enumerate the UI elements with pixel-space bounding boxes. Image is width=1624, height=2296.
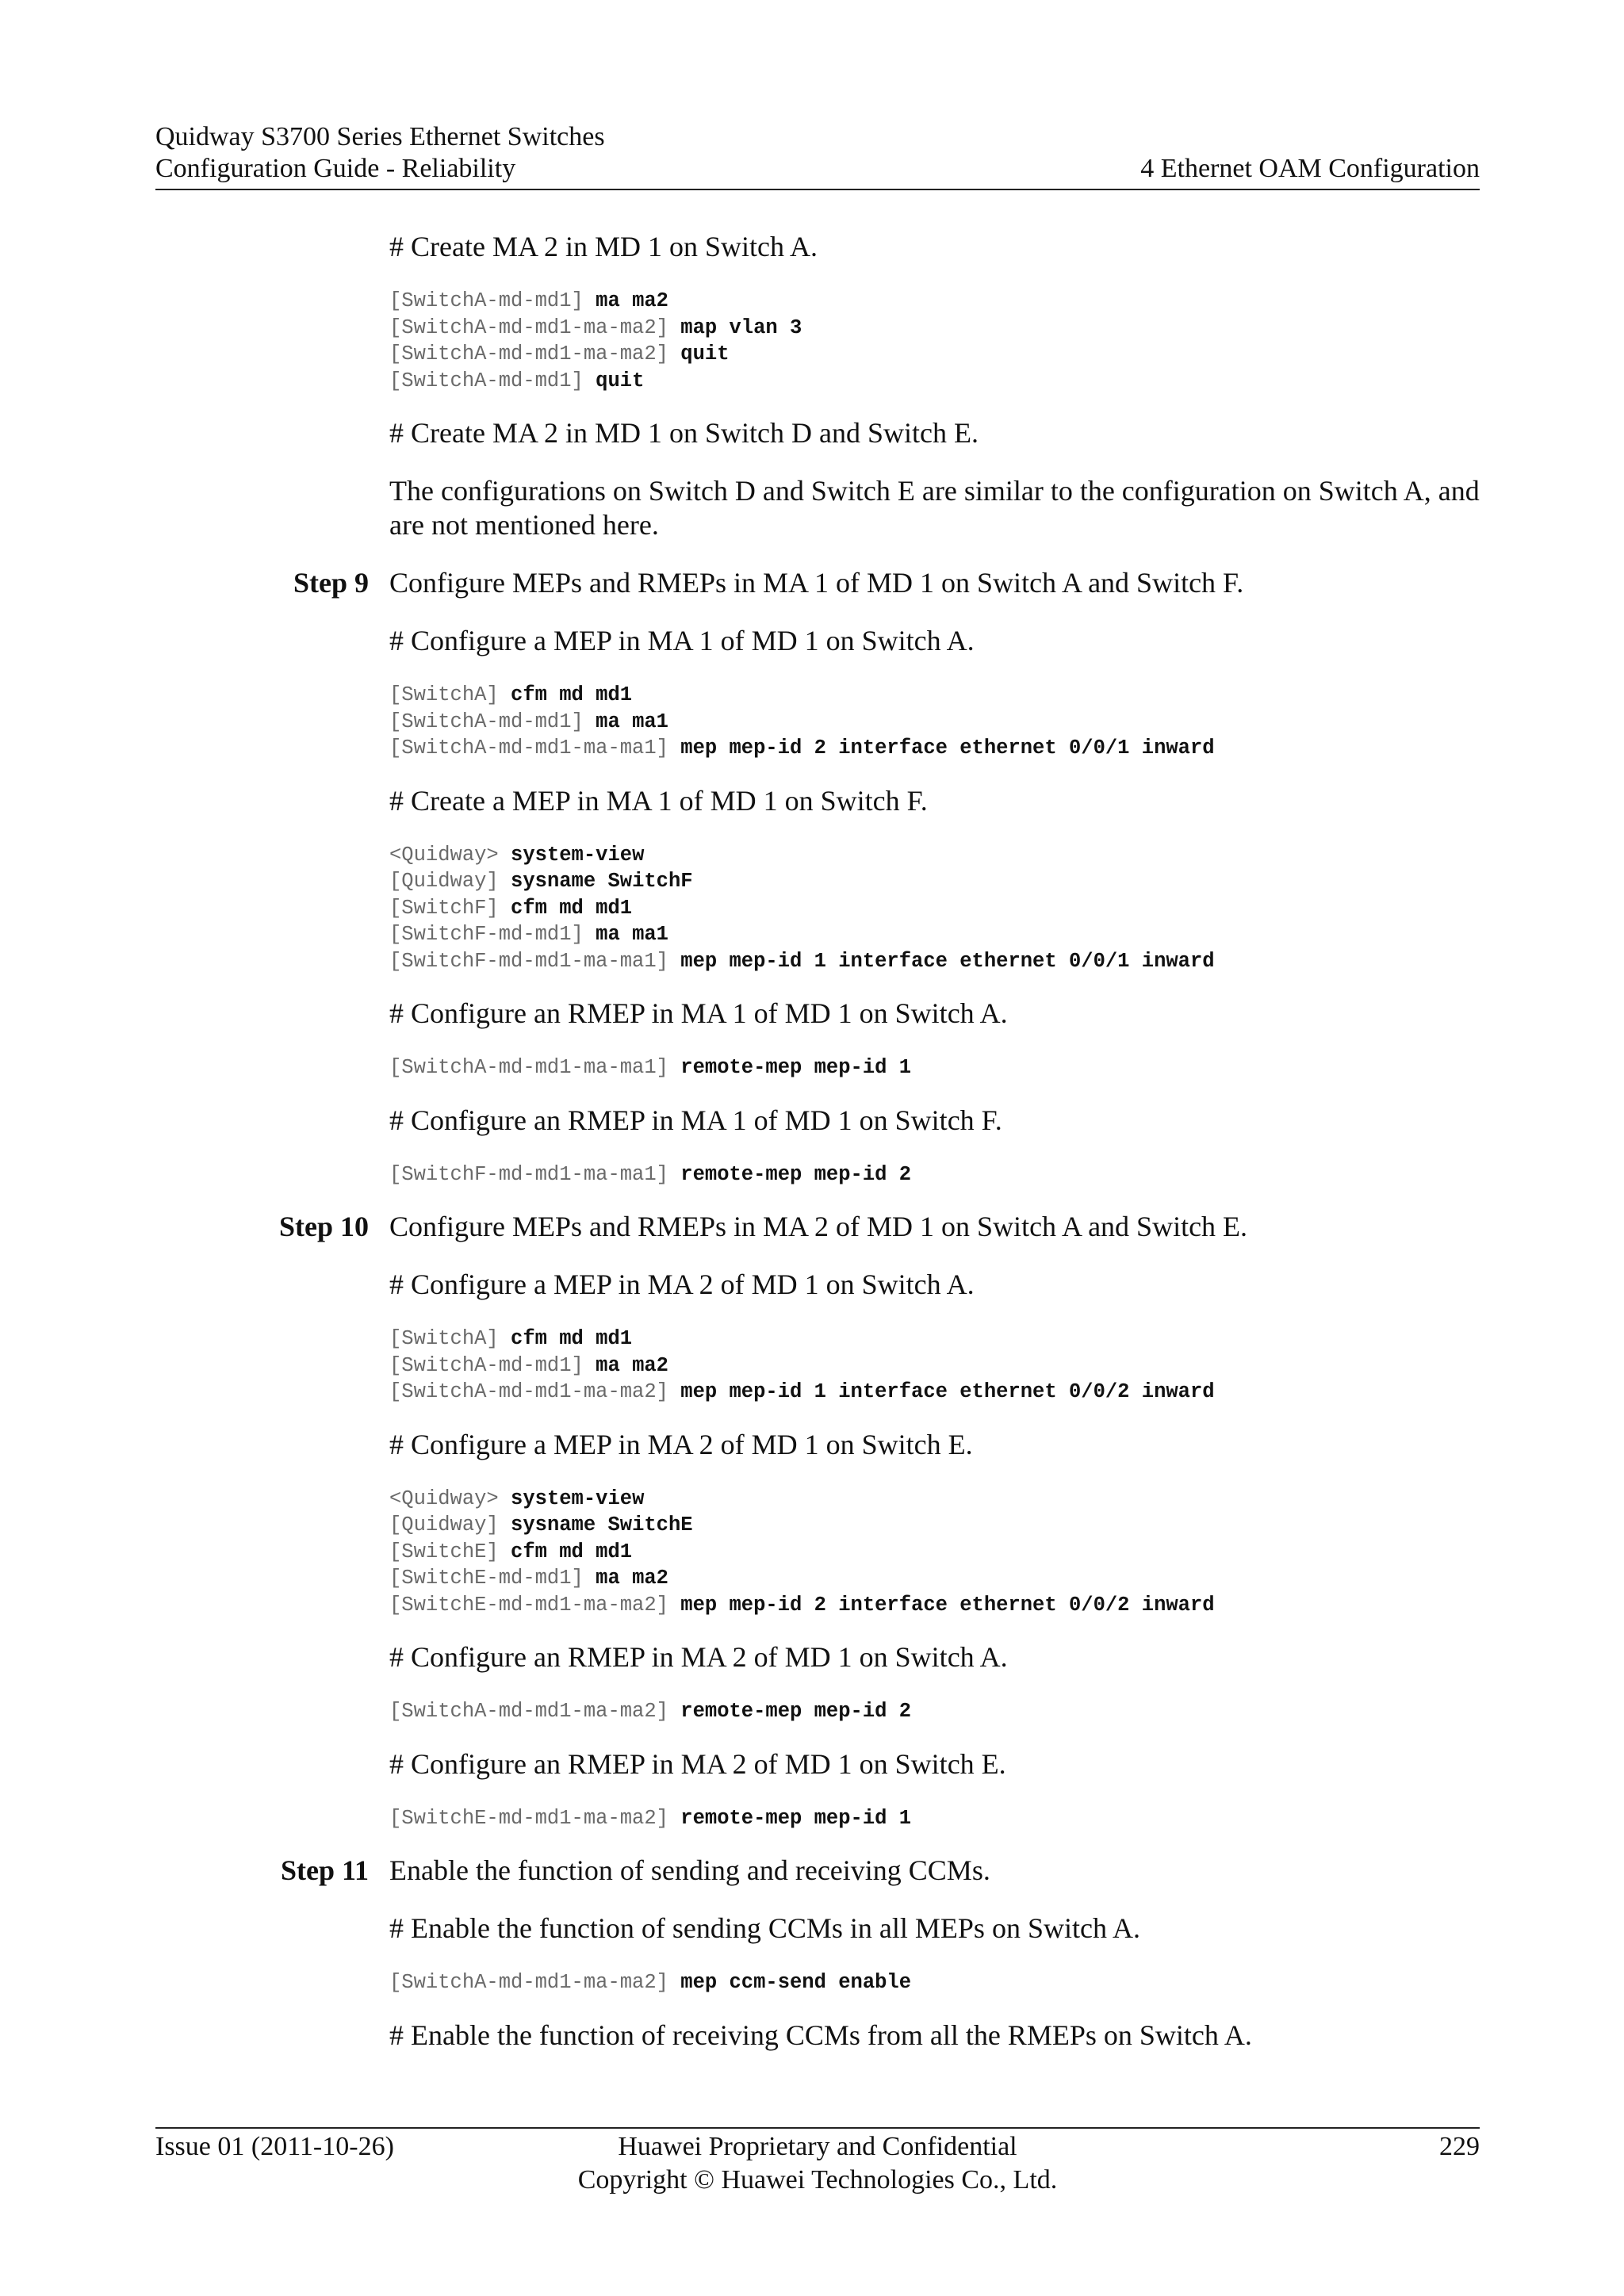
cli-prompt: [SwitchA-md-md1] [389, 1353, 584, 1377]
step-9 [0, 566, 1624, 600]
page-number: 229 [1439, 2132, 1480, 2161]
cli-command: ma ma1 [596, 923, 668, 946]
step-label: Step 9 [293, 567, 369, 599]
code-line [389, 1379, 1484, 1406]
cli-prompt: [SwitchF-md-md1-ma-ma1] [389, 1162, 668, 1186]
code-line [389, 735, 1484, 762]
footer-issue: Issue 01 (2011-10-26) [155, 2132, 394, 2161]
cli-prompt: [Quidway] [389, 870, 499, 893]
code-block [389, 1805, 1484, 1832]
code-line [389, 1512, 1484, 1539]
cli-prompt: [SwitchA-md-md1-ma-ma2] [389, 1380, 668, 1403]
cli-command: system-view [511, 843, 645, 867]
code-line [389, 341, 1484, 368]
cli-command: sysname SwitchE [511, 1513, 693, 1536]
paragraph: # Configure a MEP in MA 2 of MD 1 on Switch E. [389, 1428, 973, 1460]
code-block [389, 842, 1484, 975]
code-block [389, 682, 1484, 762]
code-line [389, 1698, 1484, 1725]
cli-prompt: [SwitchA-md-md1-ma-ma2] [389, 1700, 668, 1723]
page-header [155, 119, 1480, 190]
cli-command: ma ma1 [596, 710, 668, 733]
cli-prompt: [SwitchF] [389, 896, 499, 920]
cli-command: ma ma2 [596, 289, 668, 312]
paragraph: # Configure a MEP in MA 1 of MD 1 on Switch A. [389, 625, 975, 656]
code-line [389, 1565, 1484, 1592]
cli-prompt: [SwitchA] [389, 683, 499, 706]
cli-command: cfm md md1 [511, 896, 633, 920]
cli-prompt: [SwitchF-md-md1] [389, 923, 584, 946]
step-text: Configure MEPs and RMEPs in MA 1 of MD 1 on Switch A and Switch F. [389, 567, 1244, 599]
cli-prompt: [SwitchE] [389, 1540, 499, 1563]
cli-command: mep mep-id 2 interface ethernet 0/0/1 inward [680, 737, 1215, 760]
code-line [389, 921, 1484, 948]
cli-prompt: [SwitchA-md-md1] [389, 369, 584, 392]
code-line [389, 868, 1484, 895]
step-label: Step 11 [280, 1854, 369, 1886]
code-line [389, 1326, 1484, 1353]
paragraph: # Enable the function of receiving CCMs from all the RMEPs on Switch A. [389, 2019, 1252, 2051]
code-line [389, 1486, 1484, 1513]
cli-command: mep mep-id 2 interface ethernet 0/0/2 inward [680, 1593, 1215, 1617]
cli-prompt: [SwitchA-md-md1-ma-ma1] [389, 737, 668, 760]
cli-command: quit [680, 342, 730, 365]
cli-command: mep ccm-send enable [680, 1971, 912, 1994]
cli-prompt: [SwitchA-md-md1-ma-ma2] [389, 1971, 668, 1994]
code-line [389, 1539, 1484, 1566]
cli-command: mep mep-id 1 interface ethernet 0/0/1 inward [680, 949, 1215, 973]
paragraph: # Create a MEP in MA 1 of MD 1 on Switch F. [389, 784, 928, 817]
code-line [389, 682, 1484, 709]
paragraph: The configurations on Switch D and Switch E are similar to the configuration on Switch A, and are not mentioned here. [389, 475, 1480, 541]
footer-center [155, 2130, 1480, 2197]
header-guide: Configuration Guide - Reliability [155, 154, 516, 183]
cli-prompt: [SwitchA-md-md1-ma-ma2] [389, 342, 668, 365]
cli-command: remote-mep mep-id 2 [680, 1162, 912, 1186]
cli-command: quit [596, 369, 645, 392]
code-block [389, 1698, 1484, 1725]
cli-prompt: [SwitchA-md-md1-ma-ma1] [389, 1056, 668, 1079]
paragraph: # Create MA 2 in MD 1 on Switch D and Switch E. [389, 417, 979, 449]
cli-command: cfm md md1 [511, 1327, 633, 1350]
header-chapter: 4 Ethernet OAM Configuration [1140, 154, 1480, 183]
page-footer [155, 2127, 1480, 2195]
paragraph: # Configure a MEP in MA 2 of MD 1 on Switch A. [389, 1269, 975, 1300]
cli-prompt: [Quidway] [389, 1513, 499, 1536]
cli-command: sysname SwitchF [511, 870, 693, 893]
code-line [389, 288, 1484, 315]
code-line [389, 1054, 1484, 1081]
footer-confidential: Huawei Proprietary and Confidential [618, 2132, 1017, 2161]
cli-command: cfm md md1 [511, 1540, 633, 1563]
cli-command: remote-mep mep-id 2 [680, 1700, 912, 1723]
code-block [389, 1486, 1484, 1619]
cli-prompt: [SwitchE-md-md1] [389, 1567, 584, 1590]
code-block [389, 1969, 1484, 1996]
step-text: Configure MEPs and RMEPs in MA 2 of MD 1 on Switch A and Switch E. [389, 1211, 1248, 1242]
page-content [0, 230, 1624, 2076]
code-line [389, 315, 1484, 342]
code-line [389, 895, 1484, 922]
code-line [389, 1161, 1484, 1188]
cli-command: map vlan 3 [680, 316, 802, 339]
paragraph: # Configure an RMEP in MA 2 of MD 1 on Switch A. [389, 1641, 1008, 1673]
paragraph: # Create MA 2 in MD 1 on Switch A. [389, 231, 818, 262]
header-product: Quidway S3700 Series Ethernet Switches [155, 122, 605, 151]
code-block [389, 288, 1484, 394]
code-block [389, 1326, 1484, 1406]
paragraph: # Enable the function of sending CCMs in all MEPs on Switch A. [389, 1912, 1140, 1944]
cli-prompt: [SwitchF-md-md1-ma-ma1] [389, 949, 668, 973]
step-text: Enable the function of sending and receiving CCMs. [389, 1854, 990, 1886]
code-line [389, 1592, 1484, 1619]
step-11 [0, 1854, 1624, 1888]
cli-command: mep mep-id 1 interface ethernet 0/0/2 inward [680, 1380, 1215, 1403]
code-line [389, 948, 1484, 975]
paragraph: # Configure an RMEP in MA 1 of MD 1 on Switch A. [389, 997, 1008, 1029]
cli-prompt: [SwitchA] [389, 1327, 499, 1350]
cli-prompt: [SwitchA-md-md1-ma-ma2] [389, 316, 668, 339]
code-line [389, 1969, 1484, 1996]
cli-command: remote-mep mep-id 1 [680, 1056, 912, 1079]
code-line [389, 709, 1484, 736]
cli-command: ma ma2 [596, 1567, 668, 1590]
cli-command: remote-mep mep-id 1 [680, 1806, 912, 1830]
step-label: Step 10 [278, 1211, 369, 1242]
cli-command: system-view [511, 1487, 645, 1510]
code-line [389, 368, 1484, 395]
code-line [389, 1353, 1484, 1380]
paragraph: # Configure an RMEP in MA 1 of MD 1 on Switch F. [389, 1104, 1002, 1136]
code-line [389, 1805, 1484, 1832]
paragraph: # Configure an RMEP in MA 2 of MD 1 on Switch E. [389, 1747, 1006, 1780]
step-10 [0, 1210, 1624, 1244]
code-block [389, 1054, 1484, 1081]
code-line [389, 842, 1484, 869]
cli-prompt: [SwitchA-md-md1] [389, 289, 584, 312]
cli-prompt: <Quidway> [389, 843, 499, 867]
cli-prompt: [SwitchE-md-md1-ma-ma2] [389, 1593, 668, 1617]
cli-command: ma ma2 [596, 1353, 668, 1377]
code-block [389, 1161, 1484, 1188]
cli-prompt: <Quidway> [389, 1487, 499, 1510]
cli-prompt: [SwitchA-md-md1] [389, 710, 584, 733]
cli-command: cfm md md1 [511, 683, 633, 706]
footer-copyright: Copyright © Huawei Technologies Co., Ltd. [577, 2165, 1058, 2195]
cli-prompt: [SwitchE-md-md1-ma-ma2] [389, 1806, 668, 1830]
